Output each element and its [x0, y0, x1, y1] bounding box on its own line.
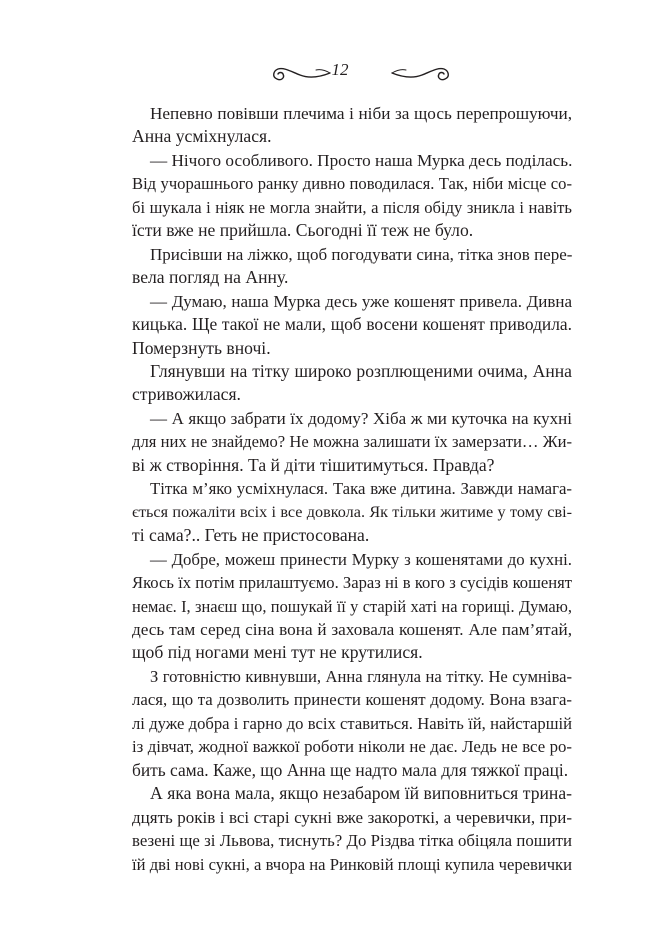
- text-line: Якось їх потім прилаштуємо. Зараз ні в кого з сусідів кошенят: [132, 573, 572, 593]
- text-line: стривожилася.: [132, 384, 241, 405]
- text-line: Від учорашнього ранку дивно поводилася. Так, ніби місце со-: [132, 174, 572, 194]
- paragraph: [132, 548, 572, 665]
- text-line: Глянувши на тітку широко розплющеними очима, Анна: [150, 360, 572, 381]
- paragraph: [132, 243, 572, 290]
- text-line: їй дві нові сукні, а вчора на Ринковій площі купила черевички: [132, 854, 572, 874]
- text-line: вела погляд на Анну.: [132, 267, 289, 288]
- text-line: А яка вона мала, якщо незабаром їй виповниться трина-: [150, 783, 572, 804]
- text-line: ві ж створіння. Та й діти тішитимуться. Правда?: [132, 454, 495, 475]
- text-line: — Нічого особливого. Просто наша Мурка десь поділась.: [150, 150, 573, 170]
- text-line: везені ще зі Львова, тиснуть? До Різдва тітка обіцяла пошити: [132, 831, 572, 851]
- paragraph: [132, 102, 572, 149]
- text-line: кицька. Ще такої не мали, щоб восени кошенят приводила.: [132, 314, 572, 335]
- text-line: лі дуже добра і гарно до всіх ставиться. Навіть їй, найстаршій: [132, 713, 572, 733]
- page-header: [0, 55, 667, 91]
- text-line: із дівчат, жодної важкої роботи ніколи не дає. Ледь не все ро-: [132, 737, 572, 757]
- text-line: для них не знайдемо? Не можна залишати їх замерзати… Жи-: [132, 432, 572, 452]
- paragraph: [132, 477, 572, 547]
- paragraph: [132, 149, 572, 243]
- text-line: дцять років і всі старі сукні вже закороткі, а черевички, при-: [132, 807, 572, 827]
- page-number: 12: [331, 60, 349, 79]
- text-line: немає. І, знаєш що, пошукай її у старій хаті на горищі. Думаю,: [132, 596, 572, 616]
- text-line: щоб під ногами мені тут не крутилися.: [132, 642, 423, 663]
- text-line: ті сама?.. Геть не пристосована.: [132, 525, 370, 546]
- paragraph: [132, 782, 572, 876]
- right-swirl-ornament-icon: [388, 59, 452, 85]
- text-line: Померзнуть вночі.: [132, 337, 271, 358]
- paragraph: [132, 360, 572, 407]
- text-line: Анна усміхнулася.: [132, 126, 272, 147]
- text-line: — Добре, можеш принести Мурку з кошенятами до кухні.: [150, 549, 572, 569]
- paragraph: [132, 290, 572, 360]
- text-line: Тітка м’яко усміхнулася. Така вже дитина. Завжди намага-: [150, 479, 572, 499]
- text-line: З готовністю кивнувши, Анна глянула на тітку. Не сумніва-: [150, 666, 572, 686]
- text-line: — А якщо забрати їх додому? Хіба ж ми куточка на кухні: [150, 408, 572, 428]
- text-line: Присівши на ліжко, щоб погодувати сина, тітка знов пере-: [150, 244, 573, 264]
- text-line: десь там серед сіна вона й заховала кошенят. Але пам’ятай,: [132, 619, 572, 639]
- paragraph: [132, 407, 572, 477]
- paragraph: [132, 665, 572, 782]
- text-line: їсти вже не прийшла. Сьогодні її теж не було.: [132, 220, 474, 241]
- text-line: — Думаю, наша Мурка десь уже кошенят привела. Дивна: [150, 291, 572, 311]
- text-line: лася, що та дозволить принести кошенят додому. Вона взага-: [132, 690, 572, 710]
- text-line: бить сама. Каже, що Анна ще надто мала для тяжкої праці.: [132, 759, 569, 780]
- text-line: ється пожаліти всіх і все довкола. Як тільки житиме у тому сві-: [132, 502, 572, 521]
- text-line: Непевно повівши плечима і ніби за щось перепрошуючи,: [150, 104, 572, 123]
- text-line: бі шукала і ніяк не могла знайти, а після обіду зникла і навіть: [132, 197, 572, 217]
- body-text: [132, 102, 572, 876]
